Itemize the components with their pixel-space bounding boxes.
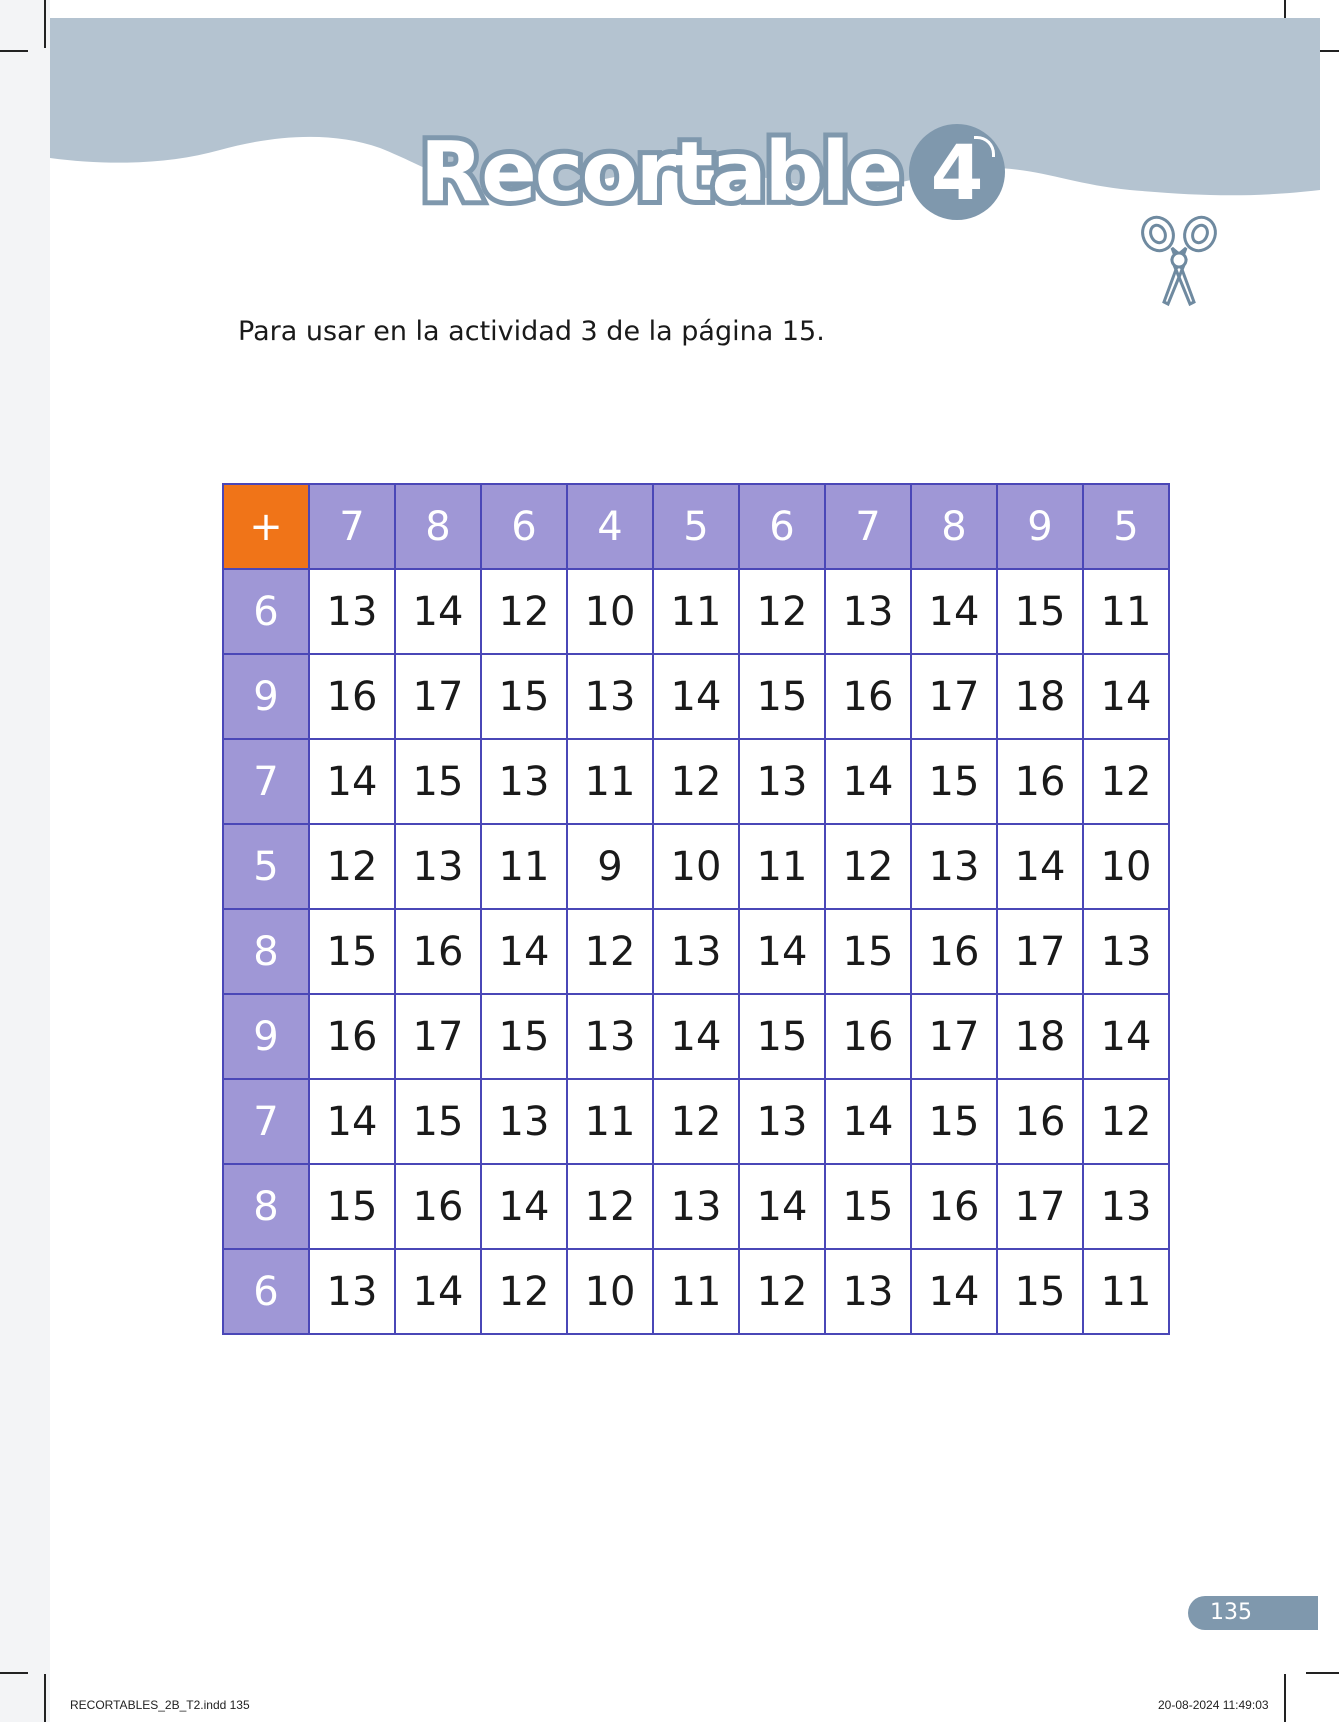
sum-cell: 15	[309, 909, 395, 994]
sum-cell: 13	[653, 1164, 739, 1249]
row-header-cell: 8	[223, 909, 309, 994]
sum-cell: 14	[911, 569, 997, 654]
page-number: 135	[1210, 1600, 1252, 1625]
crop-mark	[1306, 1672, 1339, 1674]
table-row	[223, 739, 1169, 824]
sum-cell: 15	[997, 569, 1083, 654]
sum-cell: 14	[395, 1249, 481, 1334]
addition-table-body	[223, 484, 1169, 1334]
addition-table	[222, 483, 1170, 1335]
column-header-cell: 7	[825, 484, 911, 569]
sum-cell: 13	[739, 739, 825, 824]
column-header-cell: 8	[395, 484, 481, 569]
sum-cell: 12	[567, 909, 653, 994]
crop-mark	[0, 50, 28, 52]
sum-cell: 12	[481, 569, 567, 654]
sum-cell: 16	[825, 654, 911, 739]
column-header-cell: 9	[997, 484, 1083, 569]
sum-cell: 16	[825, 994, 911, 1079]
sum-cell: 15	[911, 739, 997, 824]
table-row	[223, 654, 1169, 739]
title-text: Recortable	[420, 124, 902, 220]
sum-cell: 13	[1083, 1164, 1169, 1249]
sum-cell: 10	[567, 1249, 653, 1334]
sum-cell: 16	[997, 739, 1083, 824]
sum-cell: 14	[309, 739, 395, 824]
crop-mark	[44, 0, 46, 48]
footer-file-name: RECORTABLES_2B_T2.indd 135	[70, 1698, 250, 1712]
row-header-cell: 8	[223, 1164, 309, 1249]
sum-cell: 13	[567, 994, 653, 1079]
sum-cell: 16	[395, 909, 481, 994]
sum-cell: 16	[309, 654, 395, 739]
table-row	[223, 1249, 1169, 1334]
table-header-row	[223, 484, 1169, 569]
crop-mark	[0, 1672, 28, 1674]
sum-cell: 12	[567, 1164, 653, 1249]
sum-cell: 15	[481, 994, 567, 1079]
column-header-cell: 7	[309, 484, 395, 569]
sum-cell: 13	[825, 569, 911, 654]
sum-cell: 14	[825, 1079, 911, 1164]
sum-cell: 14	[739, 1164, 825, 1249]
sum-cell: 14	[395, 569, 481, 654]
sum-cell: 16	[997, 1079, 1083, 1164]
sum-cell: 15	[825, 1164, 911, 1249]
sum-cell: 11	[1083, 1249, 1169, 1334]
table-row	[223, 994, 1169, 1079]
title-number: 4	[930, 127, 984, 217]
sum-cell: 11	[567, 1079, 653, 1164]
sum-cell: 13	[1083, 909, 1169, 994]
row-header-cell: 7	[223, 739, 309, 824]
page-title	[420, 112, 1005, 232]
sum-cell: 10	[653, 824, 739, 909]
sum-cell: 13	[309, 1249, 395, 1334]
sum-cell: 15	[395, 739, 481, 824]
sum-cell: 14	[1083, 994, 1169, 1079]
sum-cell: 18	[997, 994, 1083, 1079]
sum-cell: 11	[1083, 569, 1169, 654]
title-number-badge	[909, 124, 1005, 220]
column-header-cell: 6	[739, 484, 825, 569]
sum-cell: 13	[395, 824, 481, 909]
row-header-cell: 6	[223, 1249, 309, 1334]
sum-cell: 12	[481, 1249, 567, 1334]
table-row	[223, 1164, 1169, 1249]
sum-cell: 17	[395, 994, 481, 1079]
sum-cell: 16	[309, 994, 395, 1079]
sum-cell: 15	[481, 654, 567, 739]
intro-text: Para usar en la actividad 3 de la página 15.	[238, 316, 825, 347]
sum-cell: 13	[739, 1079, 825, 1164]
table-row	[223, 824, 1169, 909]
sum-cell: 10	[1083, 824, 1169, 909]
sum-cell: 14	[653, 994, 739, 1079]
sum-cell: 13	[825, 1249, 911, 1334]
table-row	[223, 1079, 1169, 1164]
sum-cell: 14	[739, 909, 825, 994]
sum-cell: 16	[911, 909, 997, 994]
sum-cell: 13	[911, 824, 997, 909]
row-header-cell: 6	[223, 569, 309, 654]
column-header-cell: 4	[567, 484, 653, 569]
sum-cell: 17	[911, 654, 997, 739]
row-header-cell: 9	[223, 654, 309, 739]
column-header-cell: 5	[653, 484, 739, 569]
sum-cell: 17	[997, 909, 1083, 994]
sum-cell: 13	[653, 909, 739, 994]
row-header-cell: 5	[223, 824, 309, 909]
sum-cell: 12	[1083, 1079, 1169, 1164]
sum-cell: 18	[997, 654, 1083, 739]
sum-cell: 12	[825, 824, 911, 909]
sum-cell: 11	[481, 824, 567, 909]
sum-cell: 16	[911, 1164, 997, 1249]
column-header-cell: 5	[1083, 484, 1169, 569]
sum-cell: 14	[481, 909, 567, 994]
column-header-cell: 8	[911, 484, 997, 569]
page-number-tab	[1188, 1596, 1318, 1630]
sum-cell: 11	[653, 569, 739, 654]
scissors-icon	[1138, 212, 1220, 308]
sum-cell: 14	[825, 739, 911, 824]
column-header-cell: 6	[481, 484, 567, 569]
crop-mark	[44, 1674, 46, 1722]
page-margin-strip	[0, 0, 50, 1722]
sum-cell: 14	[653, 654, 739, 739]
sum-cell: 14	[911, 1249, 997, 1334]
row-header-cell: 7	[223, 1079, 309, 1164]
operator-cell: +	[223, 484, 309, 569]
sum-cell: 17	[911, 994, 997, 1079]
sum-cell: 12	[739, 569, 825, 654]
sum-cell: 10	[567, 569, 653, 654]
sum-cell: 11	[739, 824, 825, 909]
badge-shine	[974, 136, 995, 157]
sum-cell: 9	[567, 824, 653, 909]
sum-cell: 13	[481, 739, 567, 824]
sum-cell: 16	[395, 1164, 481, 1249]
sum-cell: 12	[1083, 739, 1169, 824]
sum-cell: 14	[481, 1164, 567, 1249]
crop-mark	[1284, 1674, 1286, 1722]
sum-cell: 15	[739, 654, 825, 739]
sum-cell: 13	[481, 1079, 567, 1164]
sum-cell: 15	[395, 1079, 481, 1164]
sum-cell: 12	[309, 824, 395, 909]
sum-cell: 14	[997, 824, 1083, 909]
sum-cell: 13	[309, 569, 395, 654]
sum-cell: 17	[395, 654, 481, 739]
table-row	[223, 909, 1169, 994]
row-header-cell: 9	[223, 994, 309, 1079]
sum-cell: 17	[997, 1164, 1083, 1249]
sum-cell: 12	[653, 739, 739, 824]
sum-cell: 15	[997, 1249, 1083, 1334]
sum-cell: 11	[567, 739, 653, 824]
sum-cell: 15	[309, 1164, 395, 1249]
footer-timestamp: 20-08-2024 11:49:03	[1158, 1698, 1269, 1712]
sum-cell: 12	[739, 1249, 825, 1334]
sum-cell: 14	[309, 1079, 395, 1164]
sum-cell: 13	[567, 654, 653, 739]
sum-cell: 14	[1083, 654, 1169, 739]
table-row	[223, 569, 1169, 654]
sum-cell: 15	[739, 994, 825, 1079]
sum-cell: 12	[653, 1079, 739, 1164]
sum-cell: 15	[911, 1079, 997, 1164]
sum-cell: 11	[653, 1249, 739, 1334]
sum-cell: 15	[825, 909, 911, 994]
